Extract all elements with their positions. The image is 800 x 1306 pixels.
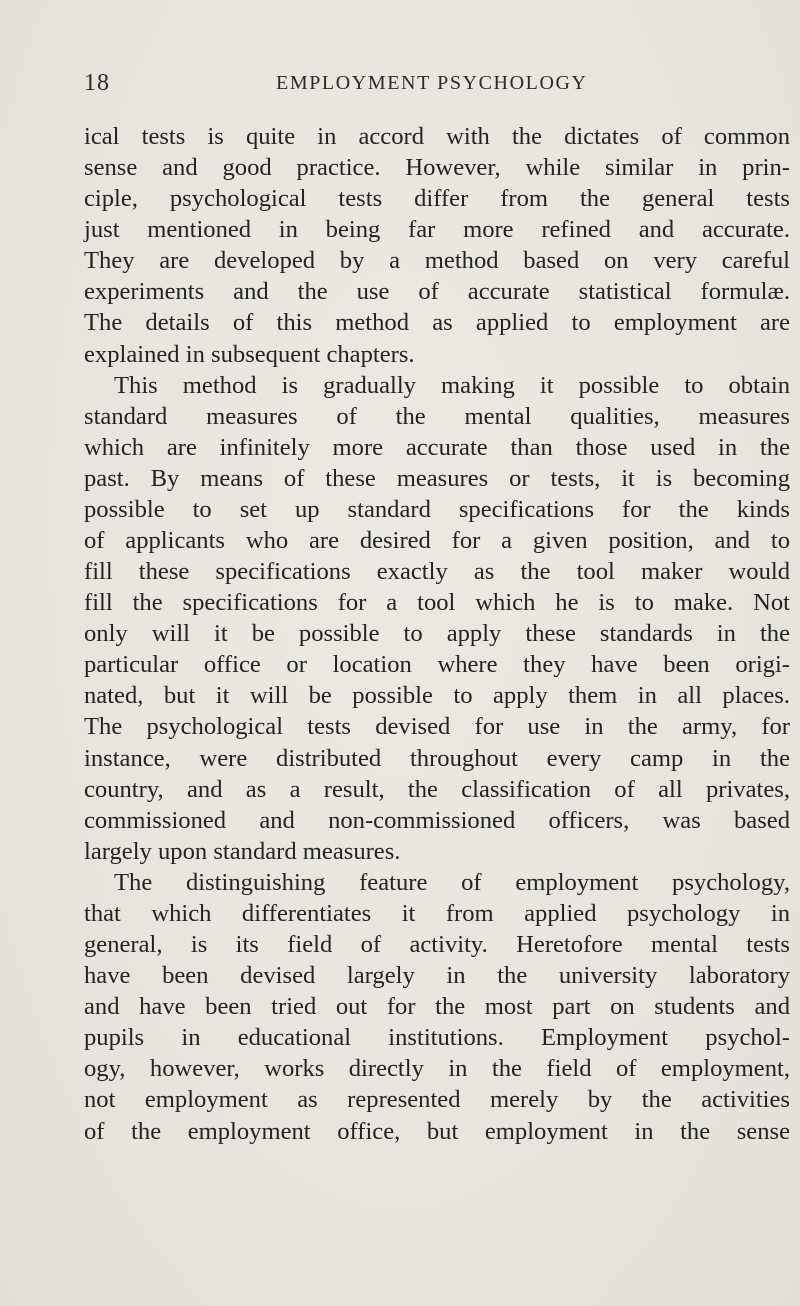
text-line: ciple, psychological tests differ from the general tests	[84, 185, 790, 213]
paragraph-3	[84, 867, 790, 1147]
text-line: The distinguishing feature of employment psychology,	[114, 868, 790, 896]
text-line: and have been tried out for the most part on students and	[84, 993, 790, 1021]
text-line: past. By means of these measures or tests, it is becoming	[84, 464, 790, 492]
text-line: experiments and the use of accurate statistical formulæ.	[84, 278, 790, 306]
text-line: ical tests is quite in accord with the dictates of common	[84, 123, 790, 150]
text-line: They are developed by a method based on very careful	[84, 247, 790, 275]
text-line: only will it be possible to apply these standards in the	[84, 620, 790, 648]
text-line: country, and as a result, the classification of all privates,	[84, 775, 790, 803]
text-line: nated, but it will be possible to apply them in all places.	[84, 682, 790, 710]
text-line: have been devised largely in the university laboratory	[84, 962, 790, 990]
text-line: particular office or location where they have been origi-	[84, 651, 790, 679]
text-line: possible to set up standard specifications for the kinds	[84, 495, 790, 523]
text-line: fill these specifications exactly as the tool maker would	[84, 558, 790, 586]
paragraph-1	[84, 121, 790, 370]
text-line: of the employment office, but employment in the sense	[84, 1117, 790, 1145]
text-line: fill the specifications for a tool which he is to make. Not	[84, 589, 790, 617]
text-line: pupils in educational institutions. Employment psychol-	[84, 1024, 790, 1052]
page-header	[84, 70, 604, 104]
text-line: general, is its field of activity. Heretofore mental tests	[84, 931, 790, 959]
text-line: of applicants who are desired for a given position, and to	[84, 527, 790, 555]
text-line: ogy, however, works directly in the field of employment,	[84, 1055, 790, 1083]
text-line: largely upon standard measures.	[84, 837, 401, 865]
text-line: which are infinitely more accurate than those used in the	[84, 433, 790, 461]
running-head: EMPLOYMENT PSYCHOLOGY	[276, 72, 588, 94]
text-line: just mentioned in being far more refined and accurate.	[84, 216, 790, 244]
text-line: explained in subsequent chapters.	[84, 340, 415, 368]
text-line: The psychological tests devised for use in the army, for	[84, 713, 790, 741]
text-line: This method is gradually making it possible to obtain	[114, 371, 790, 399]
text-line: commissioned and non-commissioned officers, was based	[84, 806, 790, 834]
paragraph-2	[84, 370, 790, 867]
body-text	[84, 121, 790, 1147]
page-number: 18	[84, 70, 110, 96]
text-line: that which differentiates it from applied psychology in	[84, 899, 790, 927]
text-line: The details of this method as applied to employment are	[84, 309, 790, 337]
text-line: sense and good practice. However, while similar in prin-	[84, 154, 790, 182]
text-line: instance, were distributed throughout every camp in the	[84, 744, 790, 772]
text-line: not employment as represented merely by the activities	[84, 1086, 790, 1114]
text-line: standard measures of the mental qualities, measures	[84, 402, 790, 430]
